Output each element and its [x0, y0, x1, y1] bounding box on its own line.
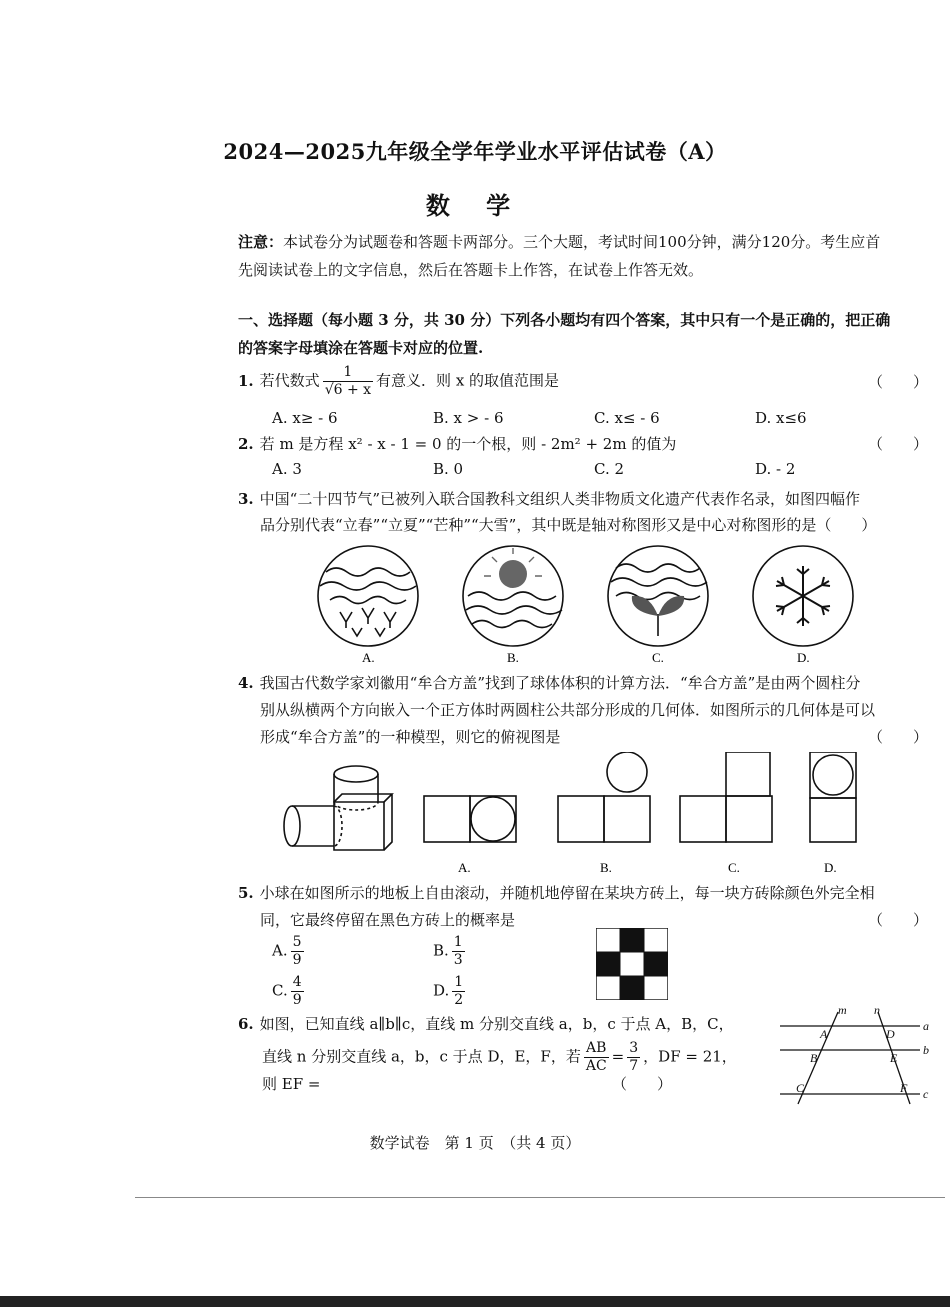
page-footer: 数学试卷 第 1 页 （共 4 页） [369, 1134, 581, 1152]
q4-solid-model [284, 766, 392, 850]
label-F: F [900, 1081, 908, 1095]
q1-frac-num: 1 [323, 364, 373, 382]
q6-eq: = [611, 1047, 625, 1066]
question-4 [238, 670, 938, 751]
q3-line2: 品分别代表“立春”“立夏”“芒种”“大雪”，其中既是轴对称图形又是中心对称图形的是（ ） [260, 516, 877, 534]
section1-line2: 的答案字母填涂在答题卡对应的位置. [238, 339, 484, 357]
q1-option-a: A. x≥ - 6 [272, 409, 338, 427]
question-2 [238, 432, 938, 456]
q5-b-label: B. [433, 941, 449, 960]
q4-number: 4. [238, 674, 254, 692]
q6-ratio-fraction [584, 1040, 609, 1075]
scan-edge-bar [0, 1296, 950, 1307]
q1-option-b: B. x > - 6 [433, 409, 504, 427]
label-A: A [820, 1027, 828, 1041]
q3-number: 3. [238, 490, 254, 508]
q4-answer-paren: （ ） [867, 728, 928, 746]
q6-frac-den: AC [585, 1058, 607, 1074]
q3-label-c: C. [652, 650, 664, 665]
q1-option-c: C. x≤ - 6 [594, 409, 660, 427]
subject-title: 数 学 [425, 191, 525, 220]
q6-val-num: 3 [629, 1040, 639, 1056]
label-B: B [810, 1051, 818, 1065]
notice-line1: 本试卷分为试题卷和答题卡两部分。三个大题，考试时间100分钟，满分120分。考生应首 [283, 233, 881, 251]
q4-label-d: D. [824, 860, 837, 875]
q3-line1: 中国“二十四节气”已被列入联合国教科文组织人类非物质文化遗产代表作名录，如图四幅作 [259, 490, 861, 508]
q6-line3: 则 EF = [262, 1075, 321, 1093]
q4-line1: 我国古代数学家刘徽用“牟合方盖”找到了球体体积的计算方法．“牟合方盖”是由两个圆柱分 [259, 674, 861, 692]
solar-term-b-figure [463, 546, 563, 646]
question-5 [238, 880, 938, 934]
q5-b-den: 3 [453, 952, 463, 968]
q4-option-b-view [558, 752, 650, 842]
q4-label-c: C. [728, 860, 740, 875]
notice-label: 注意： [238, 233, 284, 251]
label-c: c [923, 1087, 929, 1101]
label-n: n [874, 1004, 880, 1017]
question-1 [238, 364, 938, 399]
q5-answer-paren: （ ） [867, 911, 928, 929]
q6-number: 6. [238, 1015, 254, 1033]
question-6 [238, 1012, 758, 1036]
q3-label-b: B. [507, 650, 519, 665]
q6-val-den: 7 [629, 1058, 639, 1074]
q2-answer-paren: （ ） [867, 435, 928, 453]
q5-floor-tiles [596, 928, 668, 1000]
q5-option-d [433, 974, 468, 1009]
label-a: a [923, 1019, 929, 1033]
q5-d-label: D. [433, 981, 450, 1000]
q4-line2: 别从纵横两个方向嵌入一个正方体时两圆柱公共部分形成的几何体．如图所示的几何体是可以 [260, 701, 876, 719]
question-3 [238, 486, 938, 538]
label-m: m [838, 1004, 847, 1017]
q4-option-a-view [424, 796, 516, 842]
q3-label-d: D. [797, 650, 810, 665]
q2-option-c: C. 2 [594, 460, 625, 478]
q2-text: 若 m 是方程 x² - x - 1 = 0 的一个根，则 - 2m² + 2m 的值为 [259, 435, 677, 453]
q6-parallel-lines-figure [770, 1004, 940, 1108]
label-D: D [886, 1027, 895, 1041]
solar-term-d-figure [753, 546, 853, 646]
q4-option-c-view [680, 752, 772, 842]
q1-answer-paren: （ ） [867, 373, 928, 391]
q3-label-a: A. [362, 650, 375, 665]
q2-option-d: D. - 2 [755, 460, 796, 478]
label-E: E [890, 1051, 898, 1065]
section1-line1: 一、选择题（每小题 3 分，共 30 分）下列各小题均有四个答案，其中只有一个是正确的，把正确 [238, 311, 891, 329]
q5-a-label: A. [272, 941, 288, 960]
q6-answer-paren: （ ） [611, 1075, 672, 1093]
q1-number: 1. [238, 371, 254, 390]
solar-term-a-figure [318, 546, 418, 646]
notice-line2: 先阅读试卷上的文字信息，然后在答题卡上作答，在试卷上作答无效。 [238, 261, 704, 279]
q5-d-num: 1 [454, 974, 464, 990]
q5-line1: 小球在如图所示的地板上自由滚动，并随机地停留在某块方砖上，每一块方砖除颜色外完全相 [259, 884, 875, 902]
q5-option-b [433, 934, 468, 969]
q1-pre: 若代数式 [259, 371, 320, 390]
q1-fraction [323, 364, 373, 399]
q5-option-c [272, 974, 307, 1009]
footer-divider [135, 1197, 945, 1198]
label-b: b [923, 1043, 929, 1057]
solar-term-c-figure [608, 546, 708, 646]
q4-label-a: A. [458, 860, 471, 875]
label-C: C [796, 1081, 805, 1095]
q6-line2-pre: 直线 n 分别交直线 a，b，c 于点 D，E，F，若 [262, 1047, 581, 1066]
notice [238, 228, 938, 284]
q5-b-num: 1 [453, 934, 463, 950]
q5-line2: 同，它最终停留在黑色方砖上的概率是 [260, 911, 516, 929]
q6-line2-post: ，DF = 21， [643, 1047, 737, 1066]
q6-value-fraction [627, 1040, 640, 1075]
q5-a-den: 9 [292, 952, 302, 968]
q4-line3: 形成“牟合方盖”的一种模型，则它的俯视图是 [260, 728, 561, 746]
q4-option-d-view [810, 752, 856, 842]
q5-d-den: 2 [454, 992, 464, 1008]
section1-heading [238, 306, 938, 362]
q1-option-d: D. x≤6 [755, 409, 807, 427]
q5-option-a [272, 934, 307, 969]
q6-line3-wrap [262, 1072, 682, 1096]
q4-figures [278, 752, 878, 876]
q5-a-num: 5 [292, 934, 302, 950]
q5-c-label: C. [272, 981, 288, 1000]
q1-post: 有意义．则 x 的取值范围是 [376, 371, 560, 390]
q6-frac-num: AB [584, 1040, 609, 1058]
q1-frac-den: √6 + x [324, 382, 372, 398]
q6-line1: 如图，已知直线 a∥b∥c，直线 m 分别交直线 a，b，c 于点 A，B，C， [259, 1015, 734, 1033]
exam-title: 2024—2025九年级全学年学业水平评估试卷（A） [223, 139, 727, 164]
q2-option-b: B. 0 [433, 460, 464, 478]
q5-c-num: 4 [292, 974, 302, 990]
q3-figures [300, 540, 920, 666]
q2-number: 2. [238, 435, 254, 453]
q5-number: 5. [238, 884, 254, 902]
q4-label-b: B. [600, 860, 612, 875]
q5-c-den: 9 [292, 992, 302, 1008]
q6-line2-wrap [262, 1040, 782, 1075]
q2-option-a: A. 3 [272, 460, 302, 478]
